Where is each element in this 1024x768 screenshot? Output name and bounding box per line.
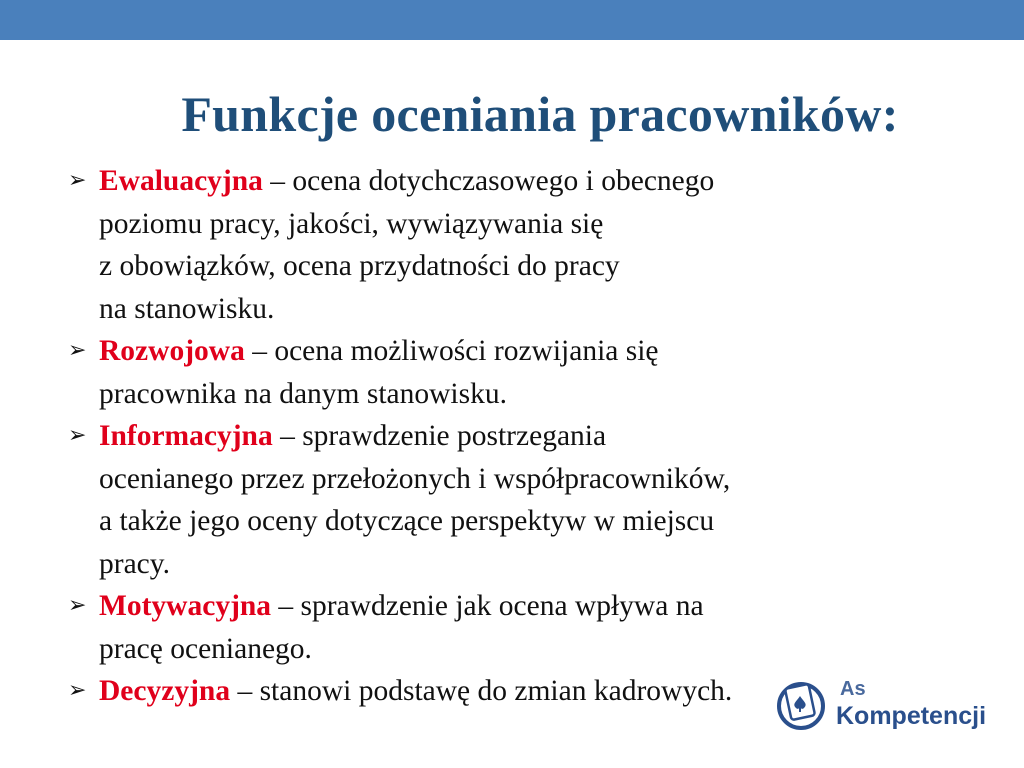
arrow-bullet-icon: ➢ [68,593,87,618]
bullet-text: – stanowi podstawę do zmian kadrowych. [230,675,733,707]
logo-small-text: As [840,678,866,700]
bullet-term: Rozwojowa [99,335,245,367]
bullet-term: Motywacyjna [99,590,272,622]
logo-card-icon [774,676,828,730]
bullet-first-line [99,160,968,203]
arrow-bullet-icon: ➢ [68,423,87,448]
bullet-text: ocenianego przez przełożonych i współpracowników, [99,462,731,495]
bullet-first-line [99,585,968,628]
top-bar [0,0,1024,40]
bullet-text: poziomu pracy, jakości, wywiązywania się [99,207,604,240]
bullet-text: pracownika na danym stanowisku. [99,377,507,410]
bullet-item [68,415,968,585]
bullet-text: – sprawdzenie postrzegania [272,420,607,452]
kompetencji-logo [774,676,1006,742]
bullet-item [68,330,968,415]
bullet-term: Decyzyjna [99,675,231,707]
bullet-term: Ewaluacyjna [99,165,263,197]
bullet-first-line [99,415,968,458]
arrow-bullet-icon: ➢ [68,338,87,363]
slide-title: Funkcje oceniania pracowników: [181,86,899,142]
bullet-text: – sprawdzenie jak ocena wpływa na [271,590,704,622]
bullet-text: pracę ocenianego. [99,632,312,665]
bullet-text: a także jego oceny dotyczące perspektyw w miejscu [99,505,715,537]
bullet-text: – ocena możliwości rozwijania się [244,335,659,367]
bullet-list [68,160,968,713]
arrow-bullet-icon: ➢ [68,678,87,703]
bullet-first-line [99,330,968,373]
bullet-item [68,585,968,670]
logo-text: Kompetencji [836,702,987,730]
bullet-text: na stanowisku. [99,292,275,325]
arrow-bullet-icon: ➢ [68,168,87,193]
bullet-text: – ocena dotychczasowego i obecnego [262,165,715,197]
bullet-text: z obowiązków, ocena przydatności do pracy [99,250,620,282]
bullet-text: pracy. [99,547,170,580]
bullet-term: Informacyjna [99,420,273,452]
bullet-item [68,160,968,330]
